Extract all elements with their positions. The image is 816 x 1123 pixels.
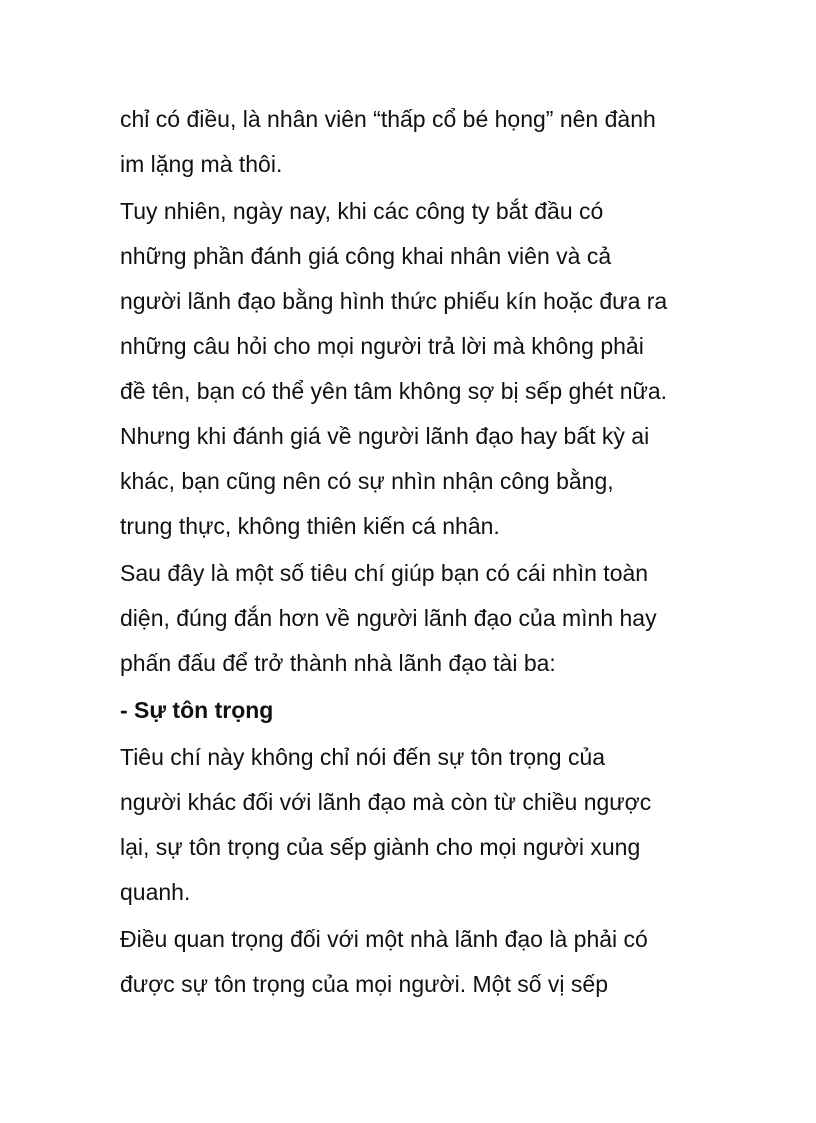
text-line: Tiêu chí này không chỉ nói đến sự tôn trọng của: [120, 744, 606, 770]
text-line: quanh.: [120, 879, 191, 905]
heading-text: - Sự tôn trọng: [120, 697, 274, 723]
document-body: [120, 97, 700, 1009]
text-line: lại, sự tôn trọng của sếp giành cho mọi người xung: [120, 834, 641, 860]
paragraph-3: [120, 551, 700, 686]
text-line: người khác đối với lãnh đạo mà còn từ chiều ngược: [120, 789, 652, 815]
text-line: chỉ có điều, là nhân viên “thấp cổ bé họng” nên đành: [120, 106, 656, 132]
text-line: Nhưng khi đánh giá về người lãnh đạo hay bất kỳ ai: [120, 423, 650, 449]
paragraph-2: [120, 189, 700, 549]
text-line: im lặng mà thôi.: [120, 151, 283, 177]
text-line: trung thực, không thiên kiến cá nhân.: [120, 513, 500, 539]
text-line: người lãnh đạo bằng hình thức phiếu kín hoặc đưa ra: [120, 288, 668, 314]
text-line: diện, đúng đắn hơn về người lãnh đạo của mình hay: [120, 605, 657, 631]
paragraph-5: [120, 917, 700, 1007]
text-line: được sự tôn trọng của mọi người. Một số vị sếp: [120, 971, 608, 997]
text-line: đề tên, bạn có thể yên tâm không sợ bị sếp ghét nữa.: [120, 378, 668, 404]
paragraph-4: [120, 735, 700, 915]
text-line: khác, bạn cũng nên có sự nhìn nhận công bằng,: [120, 468, 614, 494]
text-line: Sau đây là một số tiêu chí giúp bạn có cái nhìn toàn: [120, 560, 649, 586]
text-line: Tuy nhiên, ngày nay, khi các công ty bắt đầu có: [120, 198, 604, 224]
text-line: những câu hỏi cho mọi người trả lời mà không phải: [120, 333, 644, 359]
text-line: phấn đấu để trở thành nhà lãnh đạo tài ba:: [120, 650, 556, 676]
paragraph-1: [120, 97, 700, 187]
section-heading: [120, 688, 700, 733]
text-line: những phần đánh giá công khai nhân viên và cả: [120, 243, 612, 269]
text-line: Điều quan trọng đối với một nhà lãnh đạo là phải có: [120, 926, 648, 952]
